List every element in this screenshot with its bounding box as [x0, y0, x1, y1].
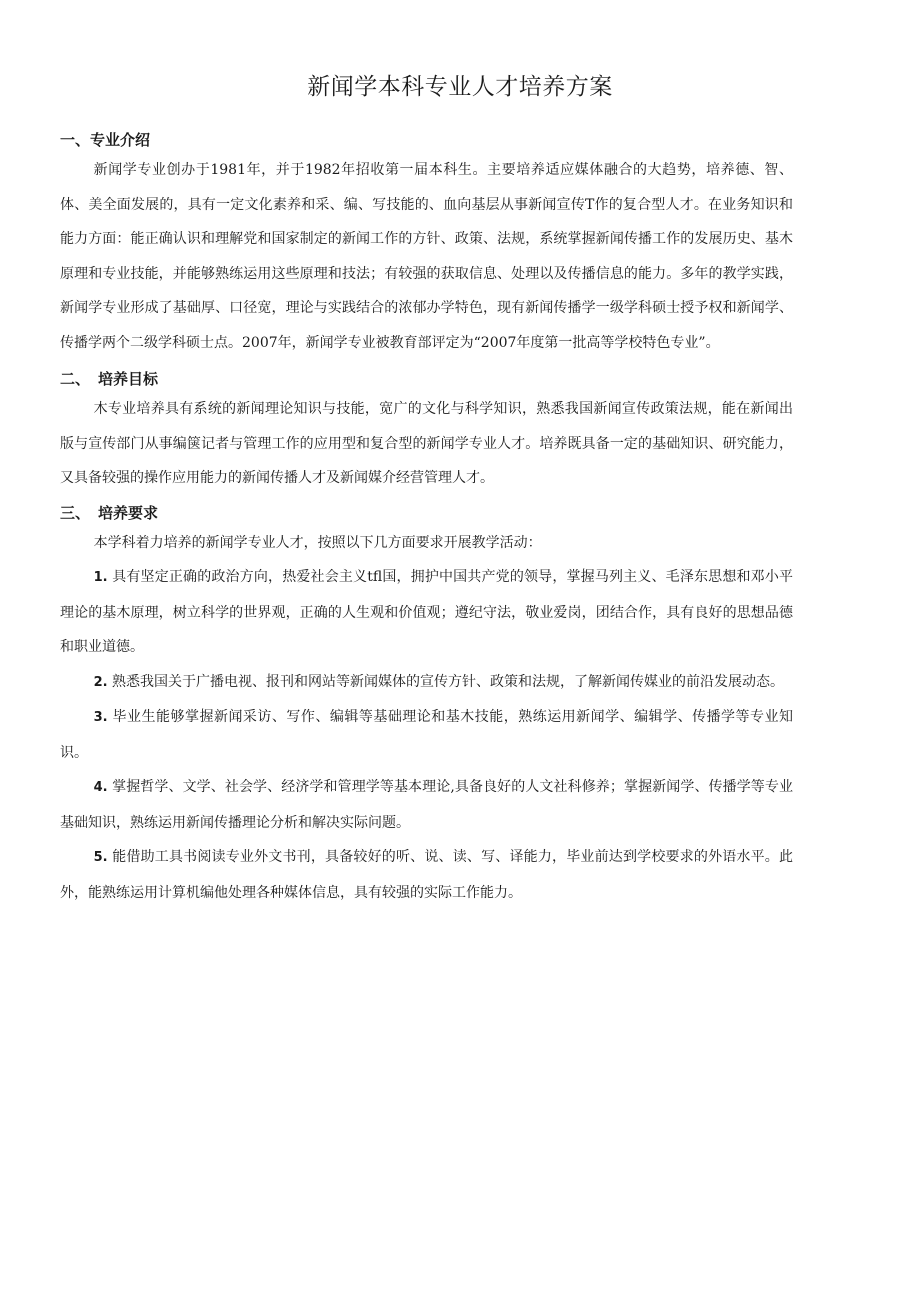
document-body — [60, 127, 793, 910]
item-number: 3. — [93, 710, 108, 725]
section-heading-objectives — [60, 366, 793, 392]
list-item — [60, 665, 793, 701]
section-introduction — [60, 127, 793, 360]
item-number: 1. — [93, 570, 108, 585]
item-number: 4. — [93, 780, 108, 795]
section-title: 培养目标 — [98, 370, 159, 388]
item-text: 掌握哲学、文学、社会学、经济学和管理学等基本理论,具备良好的人文社科修养；掌握新闻学、传播学等专业基础知识，熟练运用新闻传播理论分析和解决实际问题。 — [60, 779, 793, 831]
list-item — [60, 840, 793, 910]
item-text: 能借助工具书阅读专业外文书刊，具备较好的听、说、读、写、译能力，毕业前达到学校要求的外语水平。此外，能熟练运用计算机编他处理各种媒体信息，具有较强的实际工作能力。 — [60, 849, 793, 901]
section-objectives — [60, 366, 793, 496]
section-heading-introduction — [60, 127, 793, 153]
item-number: 5. — [93, 850, 108, 865]
section-paragraph: 新闻学专业创办于1981年，并于1982年招收第一届本科生。主要培养适应媒体融合的大趋势，培养德、智、体、美全面发展的，具有一定文化素养和采、编、写技能的、血向基层从事新闻宣传T作的复合型人才。在业务知识和能力方面：能正确认识和理解党和国家制定的新闻工作的方针、政策、法规，系统掌握新闻传播工作的发展历史、基木原理和专业技能，并能够熟练运用这些原理和技法；有较强的获取信息、处理以及传播信息的能力。多年的教学实践，新闻学专业形成了基础厚、口径宽，理论与实践结合的浓郁办学特色，现有新闻传播学一级学科硕士授予权和新闻学、传播学两个二级学科硕士点。2007年，新闻学专业被教育部评定为“2007年度第一批高等学校特色专业”。 — [60, 162, 793, 351]
document-title: 新闻学本科专业人才培养方案 — [307, 74, 613, 100]
item-text: 熟悉我国关于广播电视、报刊和网站等新闻媒体的宣传方针、政策和法规，了解新闻传媒业的前沿发展动态。 — [112, 673, 785, 690]
requirements-list — [60, 560, 793, 910]
section-title: 专业介绍 — [90, 131, 151, 149]
section-number: 三、 — [60, 503, 91, 522]
list-item — [60, 700, 793, 770]
list-item — [60, 770, 793, 840]
section-title: 培养要求 — [98, 503, 159, 522]
item-number: 2. — [93, 674, 108, 690]
list-item — [60, 560, 793, 665]
section-number: 二、 — [60, 370, 91, 388]
section-paragraph: 木专业培养具有系统的新闻理论知识与技能，宽广的文化与科学知识，熟悉我国新闻宣传政策法规，能在新闻出版与宣传部门从事编箧记者与管理工作的应用型和复合型的新闻学专业人才。培养既具备一定的基础知识、研究能力，又具备较强的操作应用能力的新闻传播人才及新闻媒介经营管理人才。 — [60, 401, 793, 486]
section-requirements — [60, 500, 793, 911]
section-number: 一、 — [60, 131, 91, 149]
section-heading-requirements — [60, 500, 793, 526]
section-paragraph: 本学科着力培养的新闻学专业人才，按照以下几方面要求开展教学活动： — [93, 534, 542, 551]
item-text: 毕业生能够掌握新闻采访、写作、编辑等基础理论和基木技能，熟练运用新闻学、编辑学、传播学等专业知识。 — [60, 709, 794, 761]
item-text: 具有坚定正确的政治方向，热爱社会主义tfl国，拥护中国共产党的领导，掌握马列主义、毛泽东思想和邓小平理论的基木原理，树立科学的世界观，正确的人生观和价值观；遵纪守法，敬业爱岗，团结合作，具有良好的思想品德和职业道德。 — [60, 569, 793, 655]
